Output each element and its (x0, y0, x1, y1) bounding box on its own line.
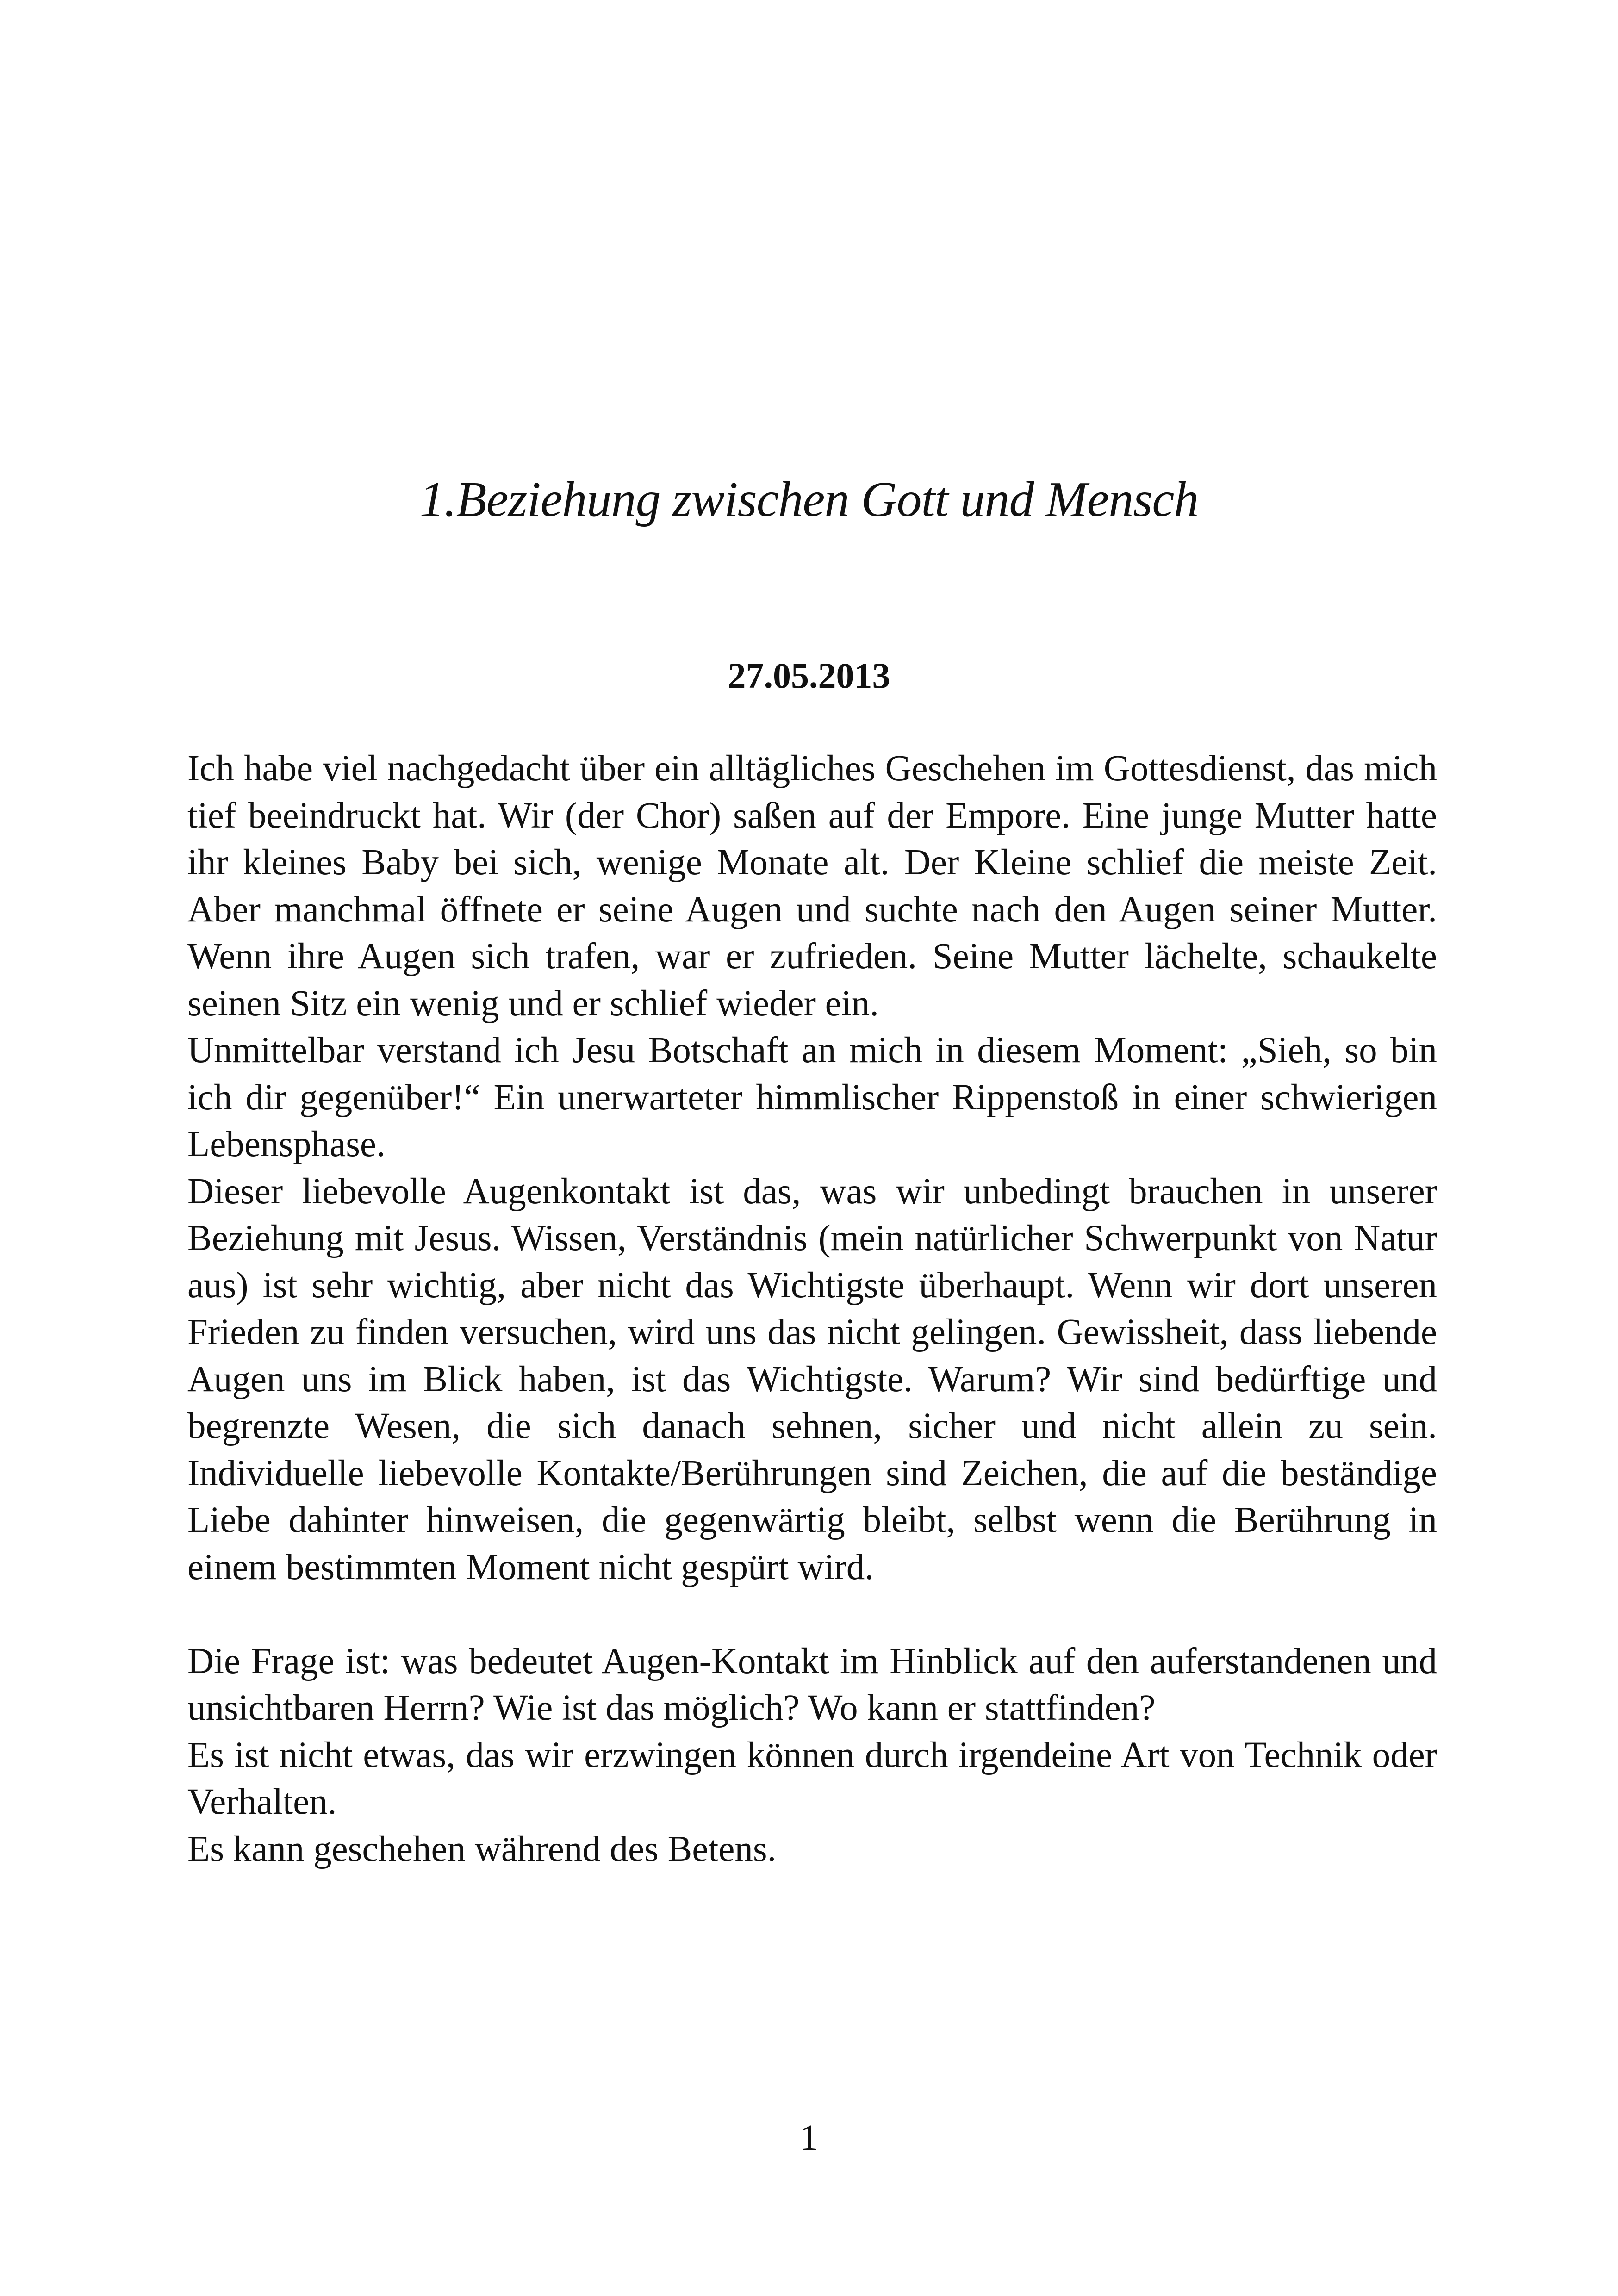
chapter-title: 1.Beziehung zwischen Gott und Mensch (419, 472, 1199, 527)
body-text (187, 745, 1437, 1873)
entry-date: 27.05.2013 (728, 655, 890, 696)
paragraph-baby-in-service: Ich habe viel nachgedacht über ein alltägliches Geschehen im Gottesdienst, das mich tief beeindruckt hat. Wir (der Chor) saßen auf der Empore. Eine junge Mutter hatte ihr kleines Baby bei sich, wenige Monate alt. Der Kleine schlief die meiste Zeit. Aber manchmal öffnete er seine Augen und suchte nach den Augen seiner Mutter. Wenn ihre Augen sich trafen, war er zufrieden. Seine Mutter lächelte, schaukelte seinen Sitz ein wenig und er schlief wieder ein. (187, 748, 1437, 1024)
paragraph-prayer: Es kann geschehen während des Betens. (187, 1829, 777, 1869)
page-number: 1 (800, 2118, 818, 2158)
paragraph-jesus-message: Unmittelbar verstand ich Jesu Botschaft an mich in diesem Moment: „Sieh, so bin ich dir gegenüber!“ Ein unerwarteter himmlischer Rippenstoß in einer schwierigen Lebensphase. (187, 1030, 1437, 1164)
paragraph-eye-contact: Dieser liebevolle Augenkontakt ist das, was wir unbedingt brauchen in unserer Beziehung mit Jesus. Wissen, Verständnis (mein natürlicher Schwerpunkt von Natur aus) ist sehr wichtig, aber nicht das Wichtigste überhaupt. Wenn wir dort unseren Frieden zu finden versuchen, wird uns das nicht gelingen. Gewissheit, dass liebende Augen uns im Blick haben, ist das Wichtigste. Warum? Wir sind bedürftige und begrenzte Wesen, die sich danach sehnen, sicher und nicht allein zu sein. Individuelle liebevolle Kontakte/Berührungen sind Zeichen, die auf die beständige Liebe dahinter hinweisen, die gegenwärtig bleibt, selbst wenn die Berührung in einem bestimmten Moment nicht gespürt wird. (187, 1171, 1437, 1587)
paragraph-not-forced: Es ist nicht etwas, das wir erzwingen können durch irgendeine Art von Technik oder Verhalten. (187, 1735, 1437, 1822)
paragraph-question: Die Frage ist: was bedeutet Augen-Kontakt im Hinblick auf den auferstandenen und unsichtbaren Herrn? Wie ist das möglich? Wo kann er stattfinden? (187, 1641, 1437, 1728)
